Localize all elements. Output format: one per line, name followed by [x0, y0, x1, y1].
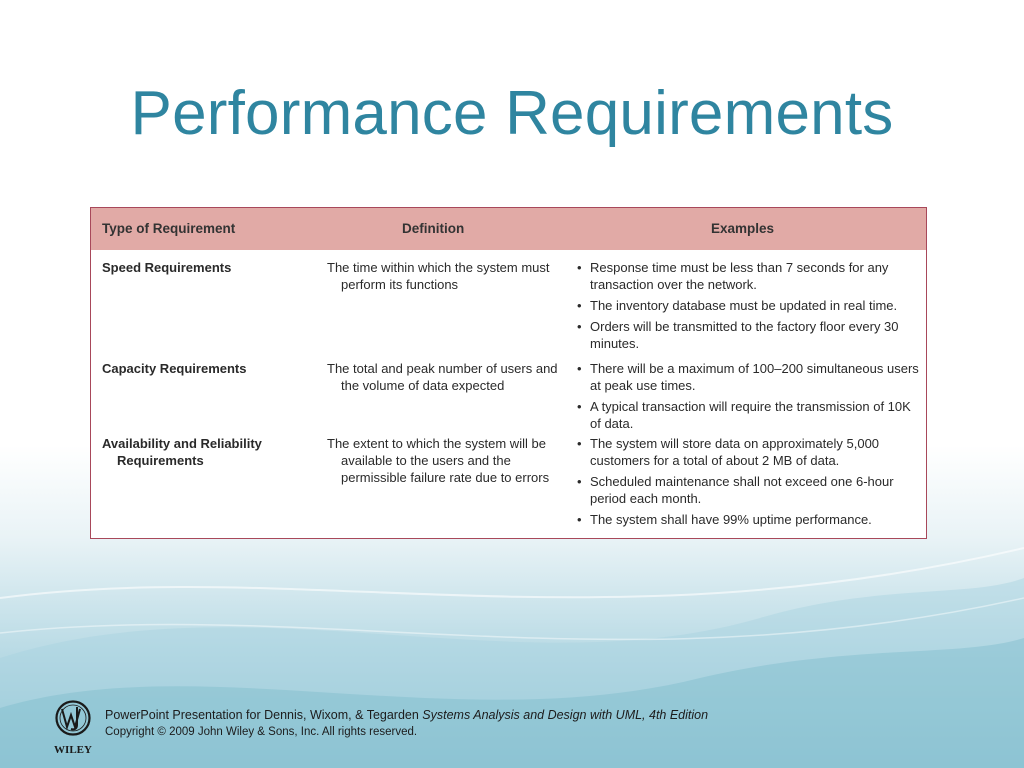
- row-capacity-definition: The total and peak number of users and the volume of data expected: [327, 361, 558, 393]
- row-availability-examples: [577, 435, 922, 532]
- row-capacity-type: Capacity Requirements: [102, 361, 247, 376]
- row-availability-definition: The extent to which the system will be available to the users and the permissible failure rate due to errors: [327, 436, 550, 485]
- table-header: [91, 208, 926, 250]
- list-item: • Orders will be transmitted to the factory floor every 30 minutes.: [577, 318, 922, 352]
- requirements-table: [90, 207, 927, 539]
- footer-copyright: Copyright © 2009 John Wiley & Sons, Inc. All rights reserved.: [105, 726, 418, 738]
- list-item: • Scheduled maintenance shall not exceed one 6-hour period each month.: [577, 473, 922, 507]
- row-capacity-examples: [577, 360, 922, 436]
- header-examples: Examples: [711, 221, 775, 236]
- footer-book-title: Systems Analysis and Design with UML, 4th Edition: [422, 708, 709, 722]
- list-item: • The system shall have 99% uptime performance.: [577, 511, 922, 528]
- svg-text:WILEY: WILEY: [54, 744, 92, 756]
- header-type: Type of Requirement: [102, 221, 236, 236]
- list-item: • There will be a maximum of 100–200 simultaneous users at peak use times.: [577, 360, 922, 394]
- list-item: • The system will store data on approximately 5,000 customers for a total of about 2 MB of data.: [577, 435, 922, 469]
- row-speed-definition: The time within which the system must perform its functions: [327, 260, 550, 292]
- footer-credits: [105, 707, 708, 741]
- footer-line1-prefix: PowerPoint Presentation for Dennis, Wixom, & Tegarden: [105, 708, 423, 722]
- row-speed-type: Speed Requirements: [102, 260, 232, 275]
- slide-title: Performance Requirements: [130, 79, 894, 148]
- row-availability-type: Availability and Reliability Requirements: [102, 436, 262, 468]
- row-speed-examples: [577, 259, 922, 356]
- wiley-logo: [53, 699, 93, 757]
- header-definition: Definition: [402, 221, 465, 236]
- footer-line1: [105, 707, 708, 724]
- list-item: • A typical transaction will require the transmission of 10K of data.: [577, 398, 922, 432]
- list-item: • Response time must be less than 7 seconds for any transaction over the network.: [577, 259, 922, 293]
- list-item: • The inventory database must be updated in real time.: [577, 297, 922, 314]
